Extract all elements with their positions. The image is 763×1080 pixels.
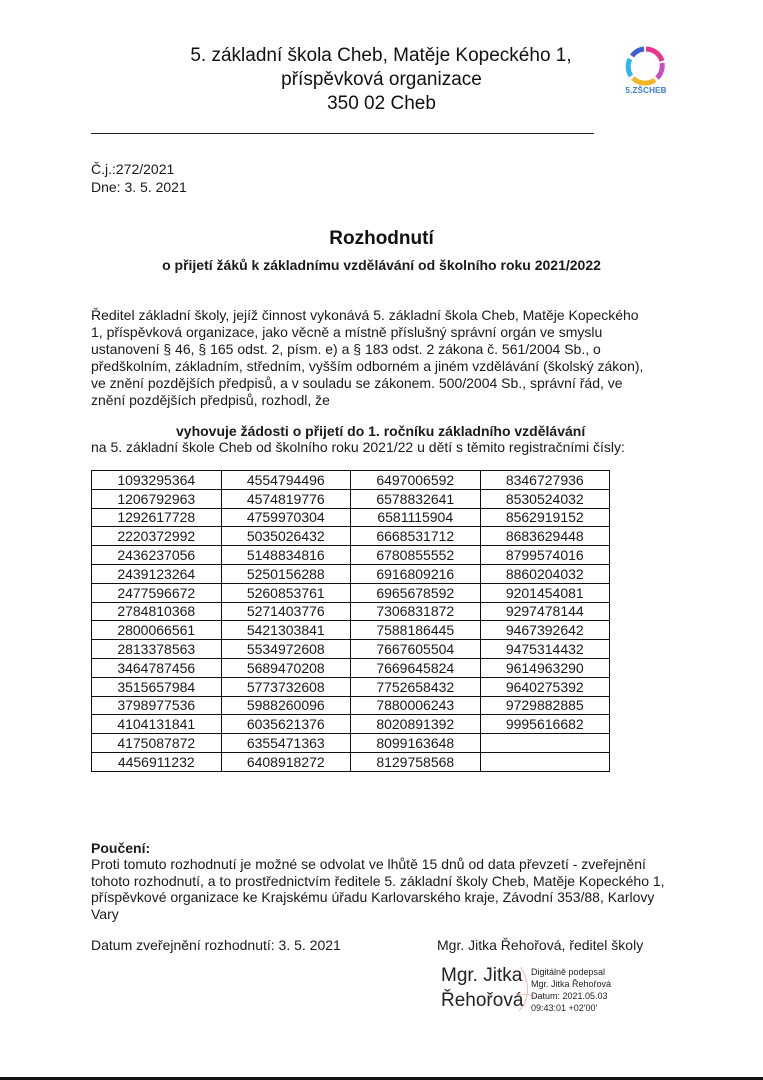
registration-number-cell: 6916809216 bbox=[351, 564, 481, 583]
table-row bbox=[92, 621, 610, 640]
registration-number-cell: 6497006592 bbox=[351, 471, 481, 490]
verdict-heading: vyhovuje žádosti o přijetí do 1. ročníku základního vzdělávání bbox=[176, 423, 586, 439]
registration-number-cell: 5689470208 bbox=[221, 658, 351, 677]
table-row bbox=[92, 752, 610, 771]
registration-number-cell: 1206792963 bbox=[92, 489, 222, 508]
table-row bbox=[92, 583, 610, 602]
table-row bbox=[92, 527, 610, 546]
registration-number-cell: 1292617728 bbox=[92, 508, 222, 527]
school-name: 5. základní škola Cheb, Matěje Kopeckého 1, bbox=[190, 45, 572, 66]
instruction-text: Proti tomuto rozhodnutí je možné se odvolat ve lhůtě 15 dnů od data převzetí - zveřejnění tohoto rozhodnutí, a to prostřednictvím ředitele 5. základní školy Cheb, Matěje Kopeckého 1, příspěvkové organizace ke Krajskému úřadu Karlovarského kraje, Závodní 353/88, Karlovy Vary bbox=[91, 856, 665, 922]
registration-number-cell: 4456911232 bbox=[92, 752, 222, 771]
table-row bbox=[92, 602, 610, 621]
logo-text: 5.ZŠCHEB bbox=[625, 86, 667, 95]
header-divider bbox=[91, 133, 594, 134]
table-row bbox=[92, 546, 610, 565]
table-row bbox=[92, 508, 610, 527]
registration-number-cell: 7588186445 bbox=[351, 621, 481, 640]
registration-number-cell: 4574819776 bbox=[221, 489, 351, 508]
registration-number-cell: 5250156288 bbox=[221, 564, 351, 583]
registration-number-cell: 9729882885 bbox=[480, 696, 610, 715]
registration-number-cell: 4104131841 bbox=[92, 715, 222, 734]
decision-paragraph: Ředitel základní školy, jejíž činnost vykonává 5. základní škola Cheb, Matěje Kopeckého 1, příspěvková organizace, jako věcně a místně příslušný správní orgán ve smyslu ustanovení § 46, § 165 odst. 2, písm. e) a § 183 odst. 2 zákona č. 561/2004 Sb., o předškolním, základním, středním, vyšším odborném a jiném vzdělávání (školský zákon), ve znění pozdějších předpisů, a v souladu se zákonem. 500/2004 Sb., správní řád, ve znění pozdějších předpisů, rozhodl, že bbox=[91, 307, 644, 408]
registration-number-cell: 8799574016 bbox=[480, 546, 610, 565]
signature-name-line1: Mgr. Jitka bbox=[441, 965, 523, 986]
registration-number-cell: 2800066561 bbox=[92, 621, 222, 640]
registration-number-cell: 4759970304 bbox=[221, 508, 351, 527]
registration-number-cell: 3464787456 bbox=[92, 658, 222, 677]
table-row bbox=[92, 471, 610, 490]
signature-info-line: Mgr. Jitka Řehořová bbox=[531, 979, 612, 989]
signer-name: Mgr. Jitka Řehořová, ředitel školy bbox=[437, 937, 644, 953]
school-org-type: příspěvková organizace bbox=[281, 69, 482, 90]
registration-number-cell: 9640275392 bbox=[480, 677, 610, 696]
registration-number-cell: 5260853761 bbox=[221, 583, 351, 602]
registration-number-cell: 5421303841 bbox=[221, 621, 351, 640]
table-row bbox=[92, 734, 610, 753]
signature-name bbox=[441, 963, 531, 1013]
registration-number-cell: 8346727936 bbox=[480, 471, 610, 490]
table-row bbox=[92, 640, 610, 659]
document-subtitle: o přijetí žáků k základnímu vzdělávání od školního roku 2021/2022 bbox=[162, 257, 601, 273]
registration-number-cell: 9201454081 bbox=[480, 583, 610, 602]
registration-numbers-table bbox=[91, 470, 610, 772]
registration-number-cell: 8683629448 bbox=[480, 527, 610, 546]
registration-number-cell: 5035026432 bbox=[221, 527, 351, 546]
registration-number-cell: 9467392642 bbox=[480, 621, 610, 640]
registration-number-cell: 8530524032 bbox=[480, 489, 610, 508]
school-logo bbox=[621, 45, 671, 103]
registration-number-cell: 1093295364 bbox=[92, 471, 222, 490]
registration-number-cell: 6035621376 bbox=[221, 715, 351, 734]
registration-number-cell: 3798977536 bbox=[92, 696, 222, 715]
signature-info-line: Datum: 2021.05.03 bbox=[531, 991, 608, 1001]
registration-number-cell: 6581115904 bbox=[351, 508, 481, 527]
registration-number-cell: 2436237056 bbox=[92, 546, 222, 565]
reference-block bbox=[91, 160, 187, 196]
registration-number-cell: 9614963290 bbox=[480, 658, 610, 677]
registration-number-cell: 6668531712 bbox=[351, 527, 481, 546]
registration-number-cell: 9297478144 bbox=[480, 602, 610, 621]
reference-number: Č.j.:272/2021 bbox=[91, 161, 175, 177]
registration-number-cell: 2220372992 bbox=[92, 527, 222, 546]
table-row bbox=[92, 696, 610, 715]
registration-number-cell: 2439123264 bbox=[92, 564, 222, 583]
document-title: Rozhodnutí bbox=[329, 228, 434, 249]
signature-info-line: 09:43:01 +02'00' bbox=[531, 1003, 598, 1013]
registration-number-cell: 5773732608 bbox=[221, 677, 351, 696]
registration-number-cell: 7667605504 bbox=[351, 640, 481, 659]
table-row bbox=[92, 489, 610, 508]
registration-number-cell: 5148834816 bbox=[221, 546, 351, 565]
registration-number-cell: 5271403776 bbox=[221, 602, 351, 621]
registration-number-cell: 6355471363 bbox=[221, 734, 351, 753]
school-address: 350 02 Cheb bbox=[327, 93, 436, 114]
registration-number-cell: 9475314432 bbox=[480, 640, 610, 659]
instruction-heading: Poučení: bbox=[91, 840, 151, 856]
registration-number-cell: 2813378563 bbox=[92, 640, 222, 659]
table-row bbox=[92, 677, 610, 696]
registration-number-cell: 7880006243 bbox=[351, 696, 481, 715]
registration-number-cell: 3515657984 bbox=[92, 677, 222, 696]
signature-info bbox=[531, 966, 641, 1014]
registration-number-cell: 5534972608 bbox=[221, 640, 351, 659]
registration-number-cell: 4554794496 bbox=[221, 471, 351, 490]
registration-number-cell bbox=[480, 752, 610, 771]
signature-info-line: Digitálně podepsal bbox=[531, 967, 606, 977]
registration-number-cell: 2477596672 bbox=[92, 583, 222, 602]
verdict-subtext: na 5. základní škole Cheb od školního roku 2021/22 u dětí s těmito registračními čísly: bbox=[91, 439, 625, 455]
registration-number-cell: 8129758568 bbox=[351, 752, 481, 771]
registration-number-cell: 5988260096 bbox=[221, 696, 351, 715]
registration-number-cell: 7306831872 bbox=[351, 602, 481, 621]
registration-number-cell: 8020891392 bbox=[351, 715, 481, 734]
registration-number-cell: 8562919152 bbox=[480, 508, 610, 527]
registration-number-cell: 8099163648 bbox=[351, 734, 481, 753]
registration-number-cell: 2784810368 bbox=[92, 602, 222, 621]
registration-number-cell: 7669645824 bbox=[351, 658, 481, 677]
registration-number-cell: 8860204032 bbox=[480, 564, 610, 583]
document-date: Dne: 3. 5. 2021 bbox=[91, 179, 187, 195]
registration-number-cell: 7752658432 bbox=[351, 677, 481, 696]
school-logo-ring-icon bbox=[621, 45, 671, 87]
registration-number-cell: 4175087872 bbox=[92, 734, 222, 753]
registration-number-cell bbox=[480, 734, 610, 753]
registration-number-cell: 6408918272 bbox=[221, 752, 351, 771]
table-row bbox=[92, 658, 610, 677]
registration-number-cell: 6780855552 bbox=[351, 546, 481, 565]
registration-number-cell: 9995616682 bbox=[480, 715, 610, 734]
registration-number-cell: 6578832641 bbox=[351, 489, 481, 508]
table-row bbox=[92, 564, 610, 583]
table-row bbox=[92, 715, 610, 734]
signature-name-line2: Řehořová bbox=[441, 990, 524, 1011]
registration-number-cell: 6965678592 bbox=[351, 583, 481, 602]
publication-date: Datum zveřejnění rozhodnutí: 3. 5. 2021 bbox=[91, 937, 341, 953]
